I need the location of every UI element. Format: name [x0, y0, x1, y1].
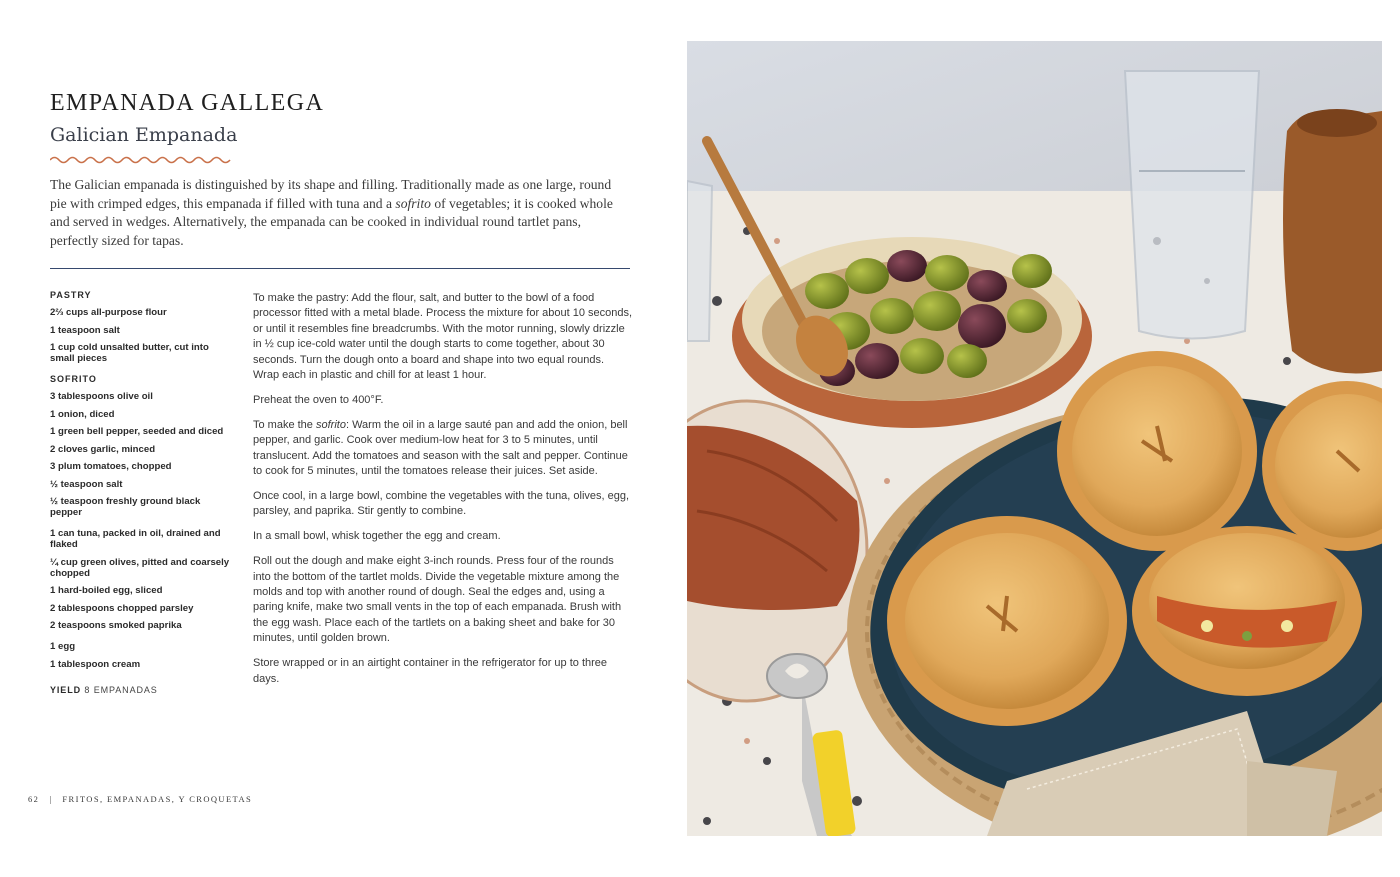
ingredient-item: 2 teaspoons smoked paprika [50, 620, 182, 631]
method-step: Roll out the dough and make eight 3-inch rounds. Press four of the rounds into the bottom of the tartlet molds. Divide the vegetable mixture among the molds and top with another round of dough. Seal the edges and, using a paring knife, make two small vents in the top of each empanada. Brush with the egg wash. Place each of the tartlets on a baking sheet and bake for 30 minutes, until golden brown. [253, 555, 622, 645]
ingredient-item: 1 cup cold unsalted butter, cut into small pieces [50, 342, 209, 364]
recipe-subtitle: Galician Empanada [50, 124, 238, 146]
method-step: Preheat the oven to 400°F. [253, 393, 384, 406]
ingredient-item: 1 can tuna, packed in oil, drained and flaked [50, 528, 221, 550]
page-number: 62 [28, 794, 40, 804]
food-photo [687, 41, 1382, 836]
ingredient-item: 2 cloves garlic, minced [50, 443, 156, 455]
chapter-name: FRITOS, EMPANADAS, Y CROQUETAS [62, 794, 253, 804]
left-page [0, 0, 680, 877]
wave-divider-icon [50, 154, 232, 166]
sofrito-heading: SOFRITO [50, 374, 97, 384]
ingredient-item: 2 tablespoons chopped parsley [50, 602, 194, 614]
method-step: Store wrapped or in an airtight container in the refrigerator for up to three days. [253, 657, 608, 685]
recipe-title: EMPANADA GALLEGA [50, 90, 325, 116]
method-step: To make the sofrito: Warm the oil in a large sauté pan and add the onion, bell pepper, and garlic. Cook over medium-low heat for 3 to 5 minutes, until translucent. Add the tomatoes and season with the salt and pepper. Continue to cook for 5 minutes, until the tomatoes release their juices. Set aside. [253, 418, 628, 478]
ingredient-item: 1 tablespoon cream [50, 658, 141, 670]
ingredients-list [50, 290, 230, 696]
ingredient-item: 1 green bell pepper, seeded and diced [50, 426, 224, 437]
method-steps [253, 291, 633, 696]
ingredient-item: ½ teaspoon freshly ground black pepper [50, 496, 201, 518]
empanadas-photo-illustration [687, 41, 1382, 836]
ingredient-item: ½ teaspoon salt [50, 478, 123, 490]
method-step: In a small bowl, whisk together the egg and cream. [253, 530, 501, 543]
method-step: Once cool, in a large bowl, combine the vegetables with the tuna, olives, egg, parsley, and paprika. Stir gently to combine. [253, 489, 630, 518]
footer-separator: | [49, 794, 53, 804]
ingredient-item: 1 onion, diced [50, 408, 115, 420]
ingredient-item: 3 plum tomatoes, chopped [50, 461, 172, 472]
ingredient-item: 1 hard-boiled egg, sliced [50, 585, 163, 596]
page-footer [28, 794, 252, 804]
ingredient-item: ¼ cup green olives, pitted and coarsely chopped [50, 556, 230, 579]
recipe-yield: YIELD 8 EMPANADAS [50, 684, 158, 695]
method-step: To make the pastry: Add the flour, salt, and butter to the bowl of a food processor fitted with a metal blade. Process the mixture for about 10 seconds, or until it resembles fine breadcrumbs. With the motor running, slowly drizzle in ½ cup ice-cold water until the dough starts to come together, about 30 seconds. Turn the dough onto a board and shape into two equal rounds. Wrap each in plastic and chill for at least 1 hour. [253, 292, 633, 382]
pastry-heading: PASTRY [50, 290, 92, 300]
ingredient-item: 2⅔ cups all-purpose flour [50, 307, 167, 318]
recipe-intro: The Galician empanada is distinguished by its shape and filling. Traditionally made as one large, round pie with crimped edges, this empanada if filled with tuna and a sofrito of vegetables; it is cooked whole and served in wedges. Alternatively, the empanada can be cooked in individual round tartlet pans, perfectly sized for tapas. [50, 177, 613, 248]
ingredient-item: 1 egg [50, 641, 76, 652]
ingredient-item: 3 tablespoons olive oil [50, 391, 153, 402]
ingredient-item: 1 teaspoon salt [50, 324, 120, 336]
section-rule [50, 268, 630, 269]
